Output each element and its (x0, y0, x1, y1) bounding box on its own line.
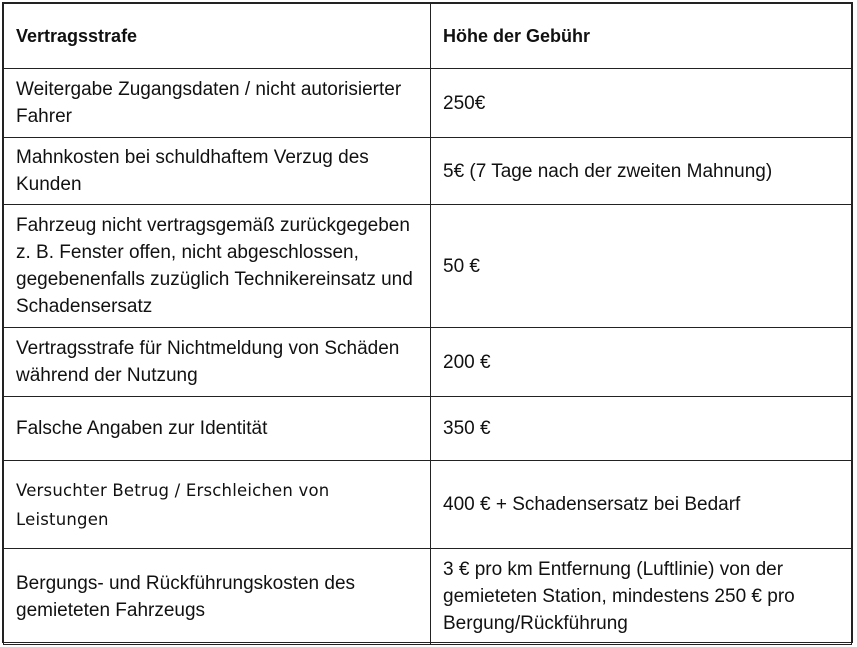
table-row (4, 138, 852, 205)
penalty-cell: Mahnkosten bei schuldhaftem Verzug des Kunden (4, 138, 431, 205)
fee-cell: 400 € + Schadensersatz bei Bedarf (431, 461, 852, 549)
table-row (4, 69, 852, 138)
penalty-cell: Falsche Angaben zur Identität (4, 397, 431, 461)
table-row (4, 205, 852, 328)
penalty-cell: Weitergabe Zugangsdaten / nicht autorisierter Fahrer (4, 69, 431, 138)
table-row (4, 549, 852, 645)
fee-cell: 250€ (431, 69, 852, 138)
table-header-row (4, 4, 852, 69)
table-row (4, 328, 852, 397)
penalty-cell: Fahrzeug nicht vertragsgemäß zurückgegeben z. B. Fenster offen, nicht abgeschlossen, gegebenenfalls zuzüglich Technikereinsatz und Schadensersatz (4, 205, 431, 328)
table-row (4, 461, 852, 549)
fee-cell: 5€ (7 Tage nach der zweiten Mahnung) (431, 138, 852, 205)
penalty-cell: Vertragsstrafe für Nichtmeldung von Schäden während der Nutzung (4, 328, 431, 397)
header-penalty: Vertragsstrafe (4, 4, 431, 69)
table-row (4, 397, 852, 461)
penalty-cell: Versuchter Betrug / Erschleichen von Leistungen (4, 461, 431, 549)
fee-cell: 350 € (431, 397, 852, 461)
fee-cell: 50 € (431, 205, 852, 328)
header-fee: Höhe der Gebühr (431, 4, 852, 69)
fee-cell: 200 € (431, 328, 852, 397)
fee-cell: 3 € pro km Entfernung (Luftlinie) von der gemieteten Station, mindestens 250 € pro Bergung/Rückführung (431, 549, 852, 645)
penalty-cell: Bergungs- und Rückführungskosten des gemieteten Fahrzeugs (4, 549, 431, 645)
penalty-table (2, 2, 853, 643)
penalty-fee-table (3, 3, 852, 645)
